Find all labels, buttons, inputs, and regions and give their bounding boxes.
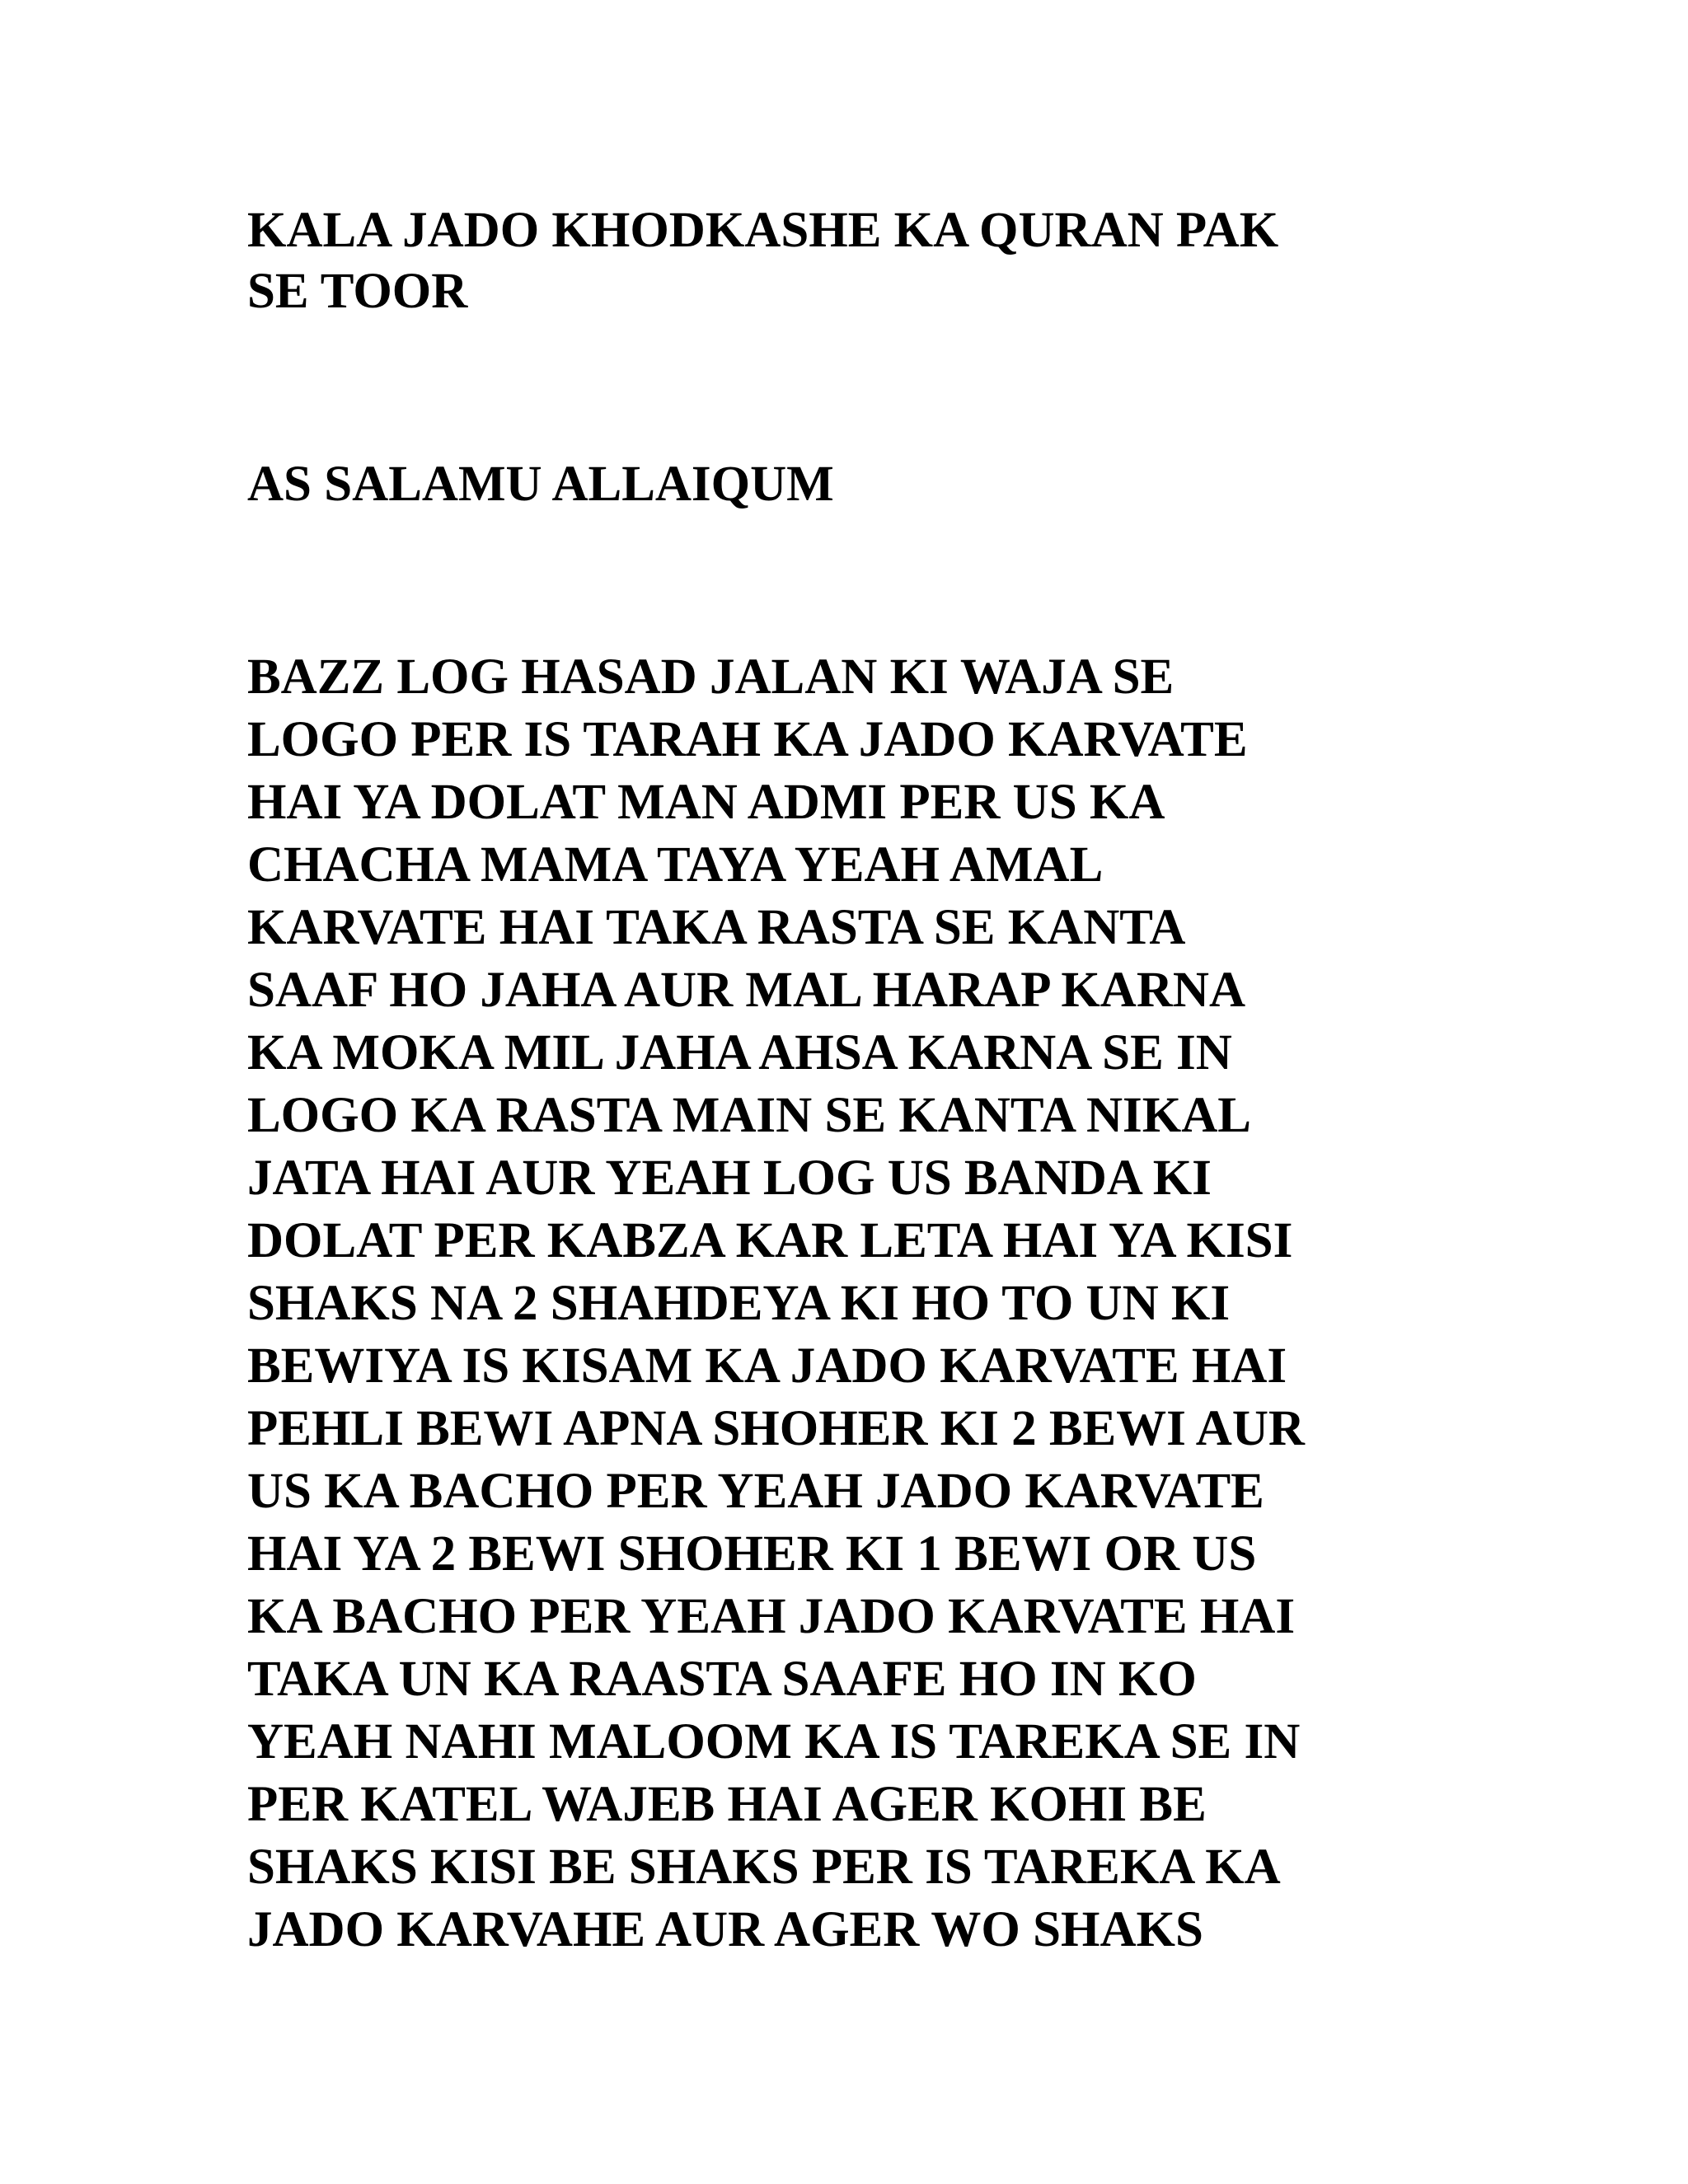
body-line: HAI YA DOLAT MAN ADMI PER US KA bbox=[247, 775, 1165, 830]
body-line: PER KATEL WAJEB HAI AGER KOHI BE bbox=[247, 1777, 1207, 1832]
body-line: LOGO PER IS TARAH KA JADO KARVATE bbox=[247, 712, 1248, 767]
body-line: JADO KARVAHE AUR AGER WO SHAKS bbox=[247, 1902, 1203, 1957]
body-line: BAZZ LOG HASAD JALAN KI WAJA SE bbox=[247, 649, 1175, 705]
body-line: SHAKS NA 2 SHAHDEYA KI HO TO UN KI bbox=[247, 1276, 1231, 1331]
body-line: KA MOKA MIL JAHA AHSA KARNA SE IN bbox=[247, 1025, 1232, 1080]
body-line: YEAH NAHI MALOOM KA IS TAREKA SE IN bbox=[247, 1714, 1301, 1769]
body-line: CHACHA MAMA TAYA YEAH AMAL bbox=[247, 837, 1104, 893]
body-line: LOGO KA RASTA MAIN SE KANTA NIKAL bbox=[247, 1088, 1251, 1143]
body-line: JATA HAI AUR YEAH LOG US BANDA KI bbox=[247, 1151, 1212, 1206]
body-line: SAAF HO JAHA AUR MAL HARAP KARNA bbox=[247, 963, 1246, 1018]
body-line: BEWIYA IS KISAM KA JADO KARVATE HAI bbox=[247, 1338, 1287, 1394]
body-line: HAI YA 2 BEWI SHOHER KI 1 BEWI OR US bbox=[247, 1526, 1257, 1582]
body-line: US KA BACHO PER YEAH JADO KARVATE bbox=[247, 1464, 1264, 1519]
title-line-2: SE TOOR bbox=[247, 264, 468, 319]
greeting: AS SALAMU ALLAIQUM bbox=[247, 457, 834, 512]
body-line: SHAKS KISI BE SHAKS PER IS TAREKA KA bbox=[247, 1840, 1281, 1895]
body-line: DOLAT PER KABZA KAR LETA HAI YA KISI bbox=[247, 1213, 1293, 1268]
title-line-1: KALA JADO KHODKASHE KA QURAN PAK bbox=[247, 203, 1279, 258]
body-line: KA BACHO PER YEAH JADO KARVATE HAI bbox=[247, 1589, 1296, 1644]
body-line: KARVATE HAI TAKA RASTA SE KANTA bbox=[247, 900, 1186, 955]
body-line: TAKA UN KA RAASTA SAAFE HO IN KO bbox=[247, 1652, 1197, 1707]
body-line: PEHLI BEWI APNA SHOHER KI 2 BEWI AUR bbox=[247, 1401, 1305, 1456]
